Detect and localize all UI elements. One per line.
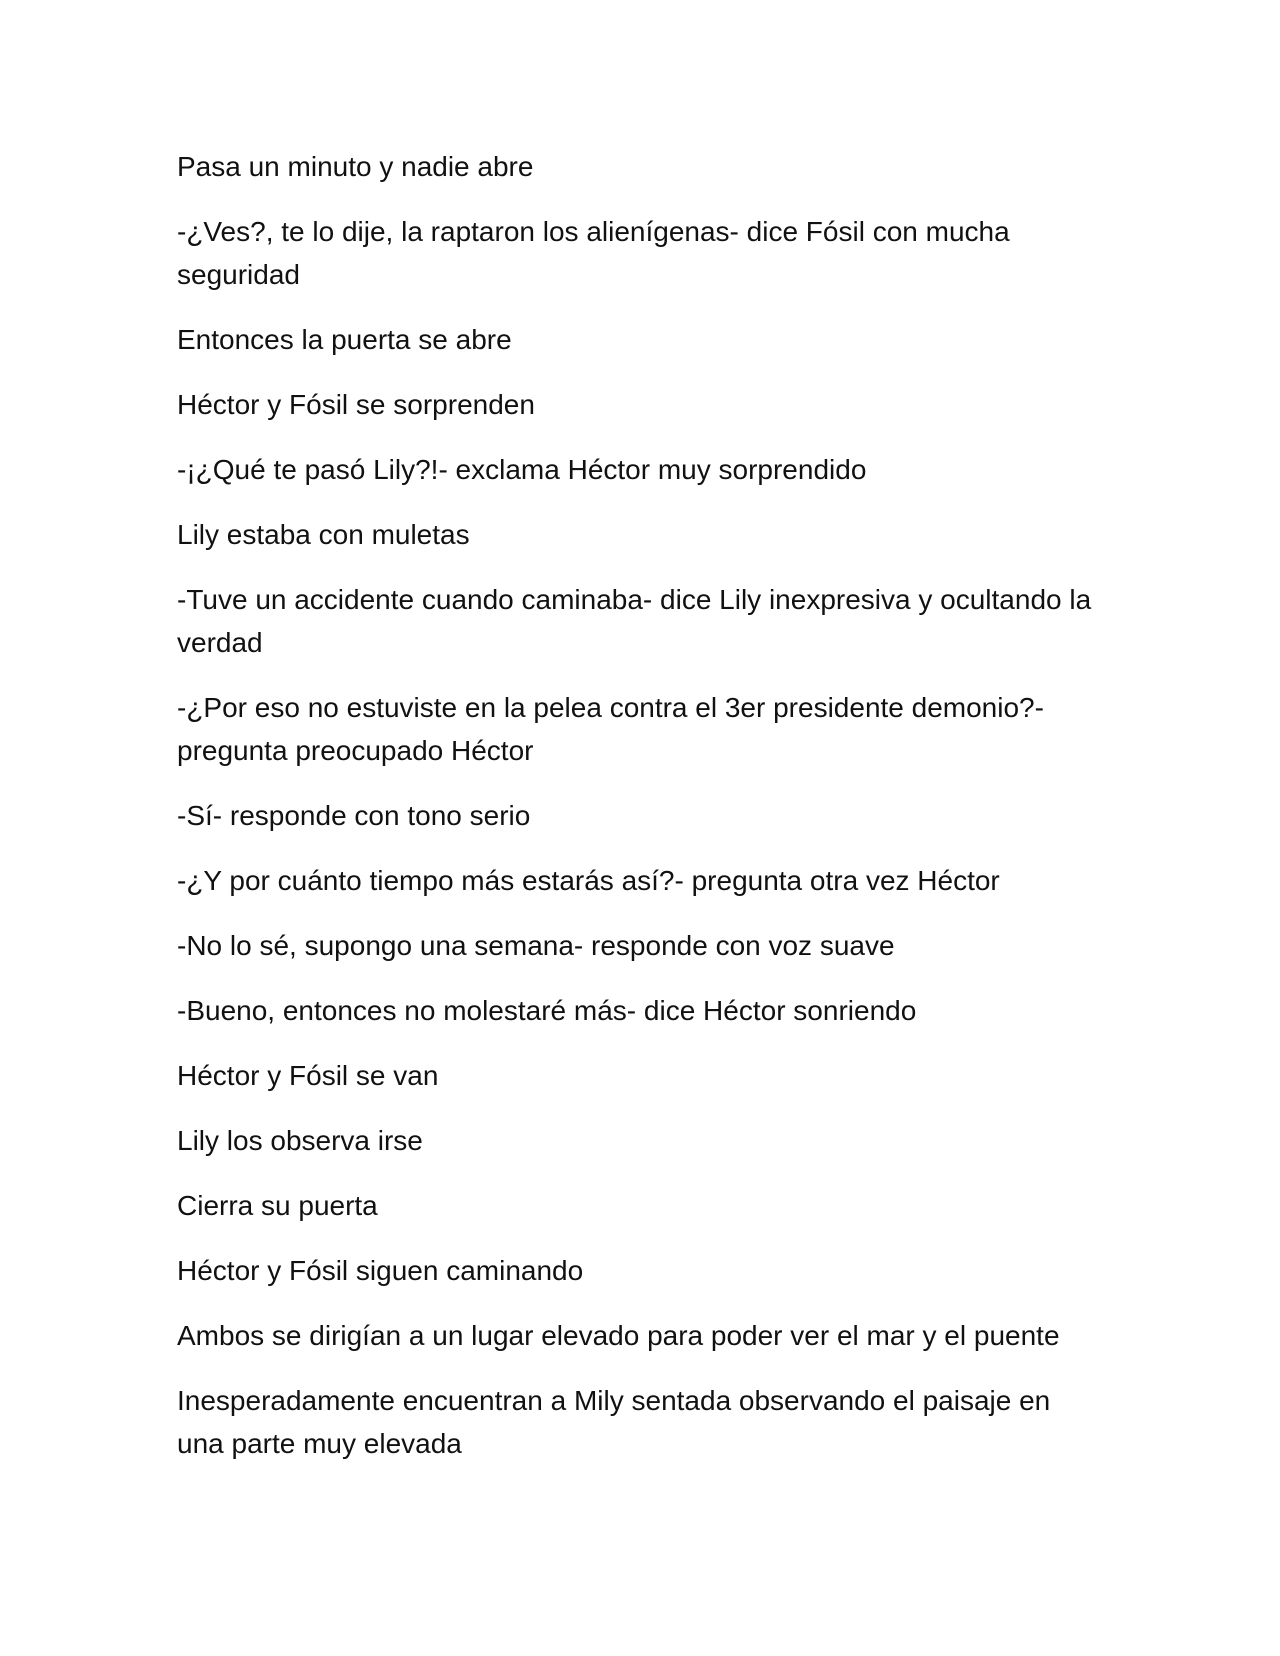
paragraph: Ambos se dirigían a un lugar elevado para poder ver el mar y el puente: [177, 1320, 1060, 1351]
paragraph: Héctor y Fósil siguen caminando: [177, 1255, 584, 1286]
paragraph: -Tuve un accidente cuando caminaba- dice Lily inexpresiva y ocultando la verdad: [177, 584, 1092, 658]
paragraph: Héctor y Fósil se sorprenden: [177, 389, 535, 420]
paragraph: -Sí- responde con tono serio: [177, 800, 531, 831]
paragraph: Héctor y Fósil se van: [177, 1060, 439, 1091]
paragraph: -¿Por eso no estuviste en la pelea contra el 3er presidente demonio?- pregunta preocupado Héctor: [177, 692, 1044, 766]
paragraph: -Bueno, entonces no molestaré más- dice Héctor sonriendo: [177, 995, 917, 1026]
paragraph: -¿Ves?, te lo dije, la raptaron los alienígenas- dice Fósil con mucha seguridad: [177, 216, 1010, 290]
document-body: [177, 145, 1097, 1487]
paragraph: Inesperadamente encuentran a Mily sentada observando el paisaje en una parte muy elevada: [177, 1385, 1051, 1459]
paragraph: Lily los observa irse: [177, 1125, 423, 1156]
paragraph: -No lo sé, supongo una semana- responde con voz suave: [177, 930, 895, 961]
paragraph: Cierra su puerta: [177, 1190, 378, 1221]
paragraph: Lily estaba con muletas: [177, 519, 470, 550]
paragraph: Pasa un minuto y nadie abre: [177, 151, 534, 182]
paragraph: -¡¿Qué te pasó Lily?!- exclama Héctor muy sorprendido: [177, 454, 867, 485]
paragraph: -¿Y por cuánto tiempo más estarás así?- pregunta otra vez Héctor: [177, 865, 1000, 896]
paragraph: Entonces la puerta se abre: [177, 324, 512, 355]
